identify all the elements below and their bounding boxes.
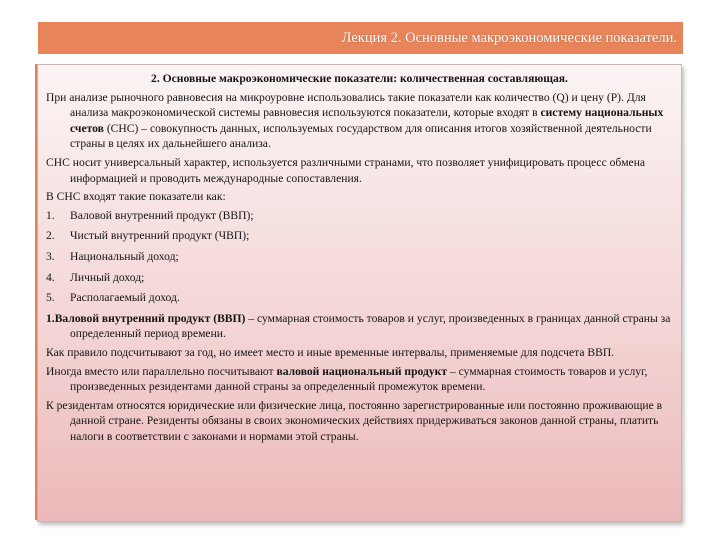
slide-title: Лекция 2. Основные макроэкономические показатели. [341,29,677,46]
list-item [46,270,673,286]
list-text: Национальный доход; [70,249,179,263]
gnp-text-2: – суммарная стоимость товаров и услуг, произведенных резидентами данной страны за определенный промежуток времени. [70,364,648,394]
gdp-term: 1.Валовой внутренний продукт (ВВП) [46,311,246,325]
gnp-term: валовой национальный продукт [276,364,448,378]
slide-content [37,64,682,522]
list-text: Валовой внутренний продукт (ВВП); [70,208,254,222]
paragraph-gdp-period: Как правило подсчитывают за год, но имеет место и иные временные интервалы, применяемые для подсчета ВВП. [46,345,615,359]
list-text: Располагаемый доход. [70,291,180,305]
paragraph-gdp-definition [46,311,673,342]
list-number: 5. [46,291,55,305]
list-number: 3. [46,249,55,263]
paragraph-sns: СНС носит универсальный характер, используется различными странами, что позволяет унифицировать процесс обмена информацией и проводить международные сопоставления. [46,155,646,185]
gdp-text: – суммарная стоимость товаров и услуг, произведенных в границах данной страны за определенный период времени. [70,311,671,341]
section-heading: 2. Основные макроэкономические показатели: количественная составляющая. [151,72,568,85]
paragraph-intro [46,90,673,152]
list-number: 1. [46,208,55,222]
paragraph-indicators-intro: В СНС входят такие показатели как: [46,190,226,204]
intro-text-1: При анализе рыночного равновесия на микроуровне использовались такие показатели как количество (Q) и цену (P). Для анализа макроэкономической системы равновесия используются показатели, которые входят в [46,90,646,120]
paragraph-gnp [46,364,673,395]
list-number: 2. [46,229,55,243]
list-text: Чистый внутренний продукт (ЧВП); [70,229,250,243]
list-text: Личный доход; [70,270,145,284]
gnp-text-1: Иногда вместо или параллельно посчитывают [46,364,277,378]
paragraph-residents: К резидентам относятся юридические или физические лица, постоянно зарегистрированные или постоянно проживающие в данной стране. Резиденты обязаны в своих экономических действиях придерживаться законов данной страны, платить налоги в соответствии с законами и нормами этой страны. [46,398,663,443]
list-item [46,208,673,224]
slide-header [38,22,683,54]
list-item [46,228,673,244]
intro-term-sns: систему национальных счетов [70,106,664,135]
list-item [46,290,673,306]
intro-text-2: (СНС) – совокупность данных, используемых государством для описания итогов хозяйственной деятельности страны в целях их дальнейшего анализа. [70,121,652,151]
list-number: 4. [46,270,55,284]
list-item [46,249,673,265]
